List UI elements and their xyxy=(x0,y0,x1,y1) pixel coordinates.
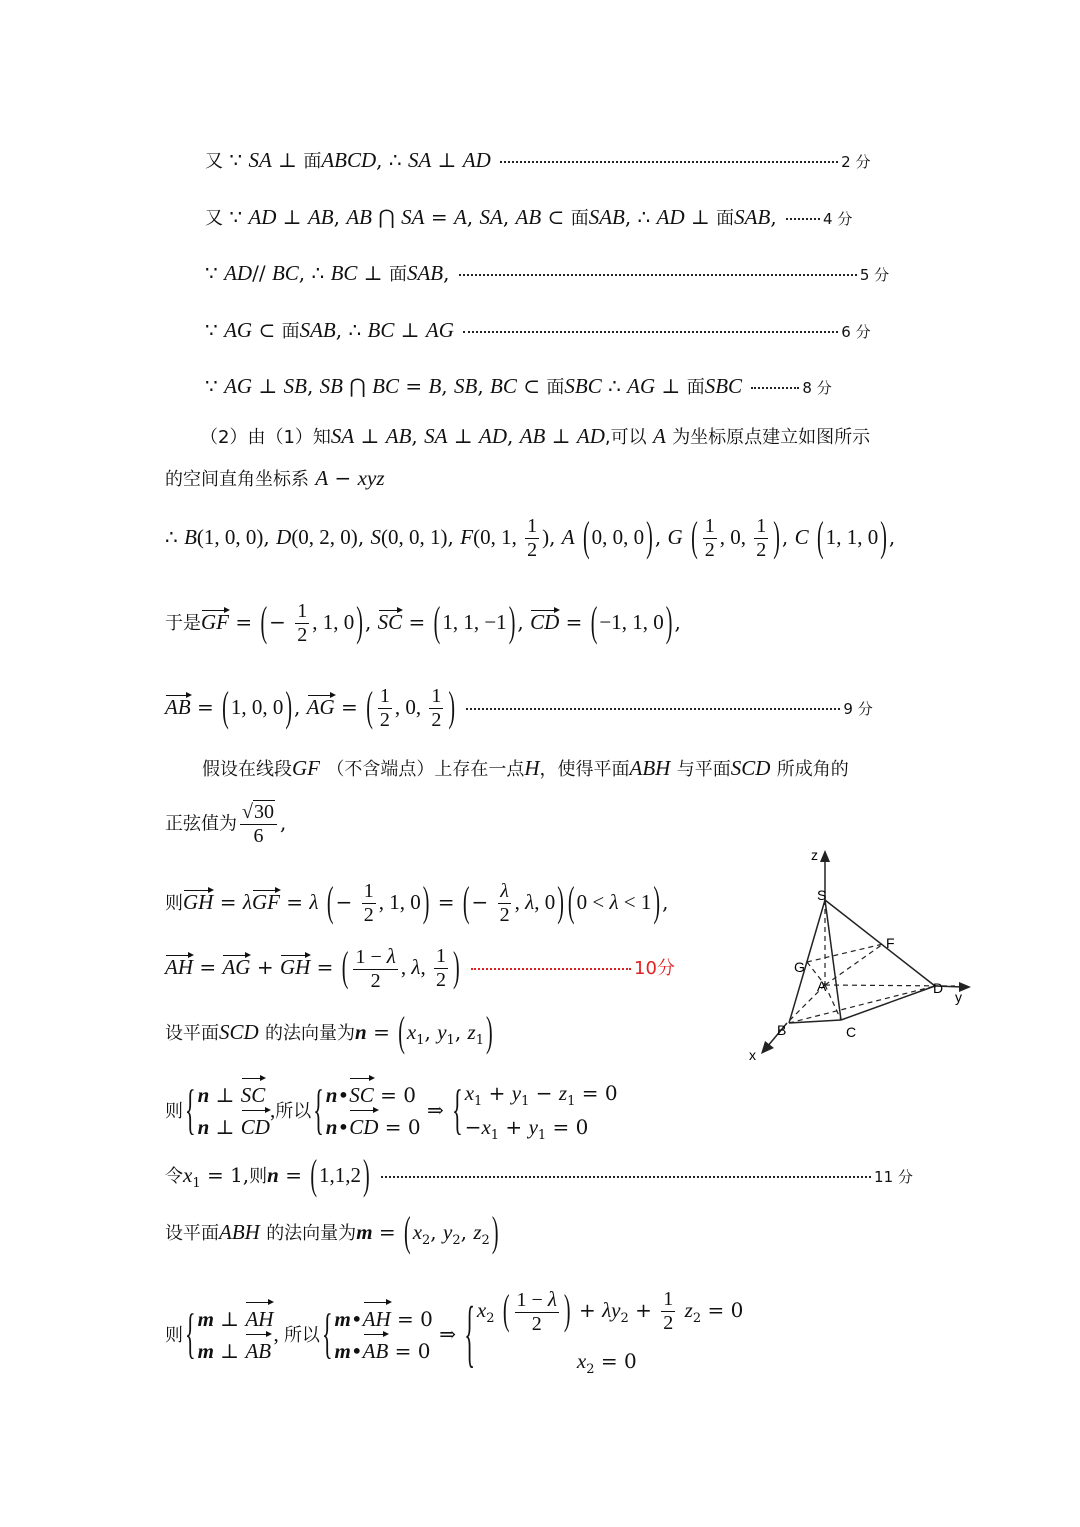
score-9: 9 分 xyxy=(843,700,873,718)
vectors-line-1: 于是GF = ( − $\frac{1}{2}$ , 1, 0 ) , SC = (1, 1, −1 ) , CD = (−1, 1, 0 ) , xyxy=(165,599,681,647)
gh-line: 则GH = λGF = λ ( − $\frac{1}{2}$ , 1, 0 ) = ( − $\frac{\lambda}{2}$ , λ, 0 ) (0 < λ < 1 ) , xyxy=(165,879,669,927)
line-1: 又 ∵ SA ⊥ 面ABCD, ∴ SA ⊥ AD 2 分 xyxy=(205,148,871,172)
part2-line1: （2）由（1）知SA ⊥ AB, SA ⊥ AD, AB ⊥ AD,可以 A 为坐标原点建立如图所示 xyxy=(200,424,871,448)
assume-line: 假设在线段GF （不含端点）上存在一点H，使得平面ABH 与平面SCD 所成角的 xyxy=(202,756,849,780)
normal-scd-line: 设平面SCD 的法向量为$n = (x_1$, $y_1$, $z_1$ ) xyxy=(165,1009,493,1057)
coords-line: ∴ B(1, 0, 0), D(0, 2, 0), S(0, 0, 1), F(0, 1, $\frac{1}{2}$ ), A (0, 0, 0 ) , G ( $\frac{1}{2}$ , 0, $\frac{1}{2}$ ) , C (1, 1, 0 ) , xyxy=(165,514,896,562)
z-label: z xyxy=(811,847,818,863)
line-4: ∵ AG ⊂ 面SAB, ∴ BC ⊥ AG 6 分 xyxy=(205,318,871,342)
score-10: 10分 xyxy=(634,958,675,979)
x-label: x xyxy=(749,1047,756,1063)
y-label: y xyxy=(955,989,962,1005)
label-D: D xyxy=(933,980,944,996)
x-axis-arrow xyxy=(761,1041,774,1054)
score-5: 5 分 xyxy=(859,266,890,284)
score-6: 6 分 xyxy=(841,323,871,341)
part2-line2: 的空间直角坐标系 A − xyz xyxy=(165,466,385,490)
score-2: 2 分 xyxy=(841,153,871,171)
label-G: G xyxy=(794,959,805,975)
pyramid-diagram xyxy=(745,840,985,1070)
sine-line: 正弦值为 $\frac{√30}{6}$ , xyxy=(165,801,287,847)
normal-abh-line: 设平面ABH 的法向量为$m = (x_2$, $y_2$, $z_2$ ) xyxy=(165,1209,499,1257)
score-11: 11 分 xyxy=(874,1168,913,1186)
label-A: A xyxy=(817,978,827,994)
label-C: C xyxy=(846,1024,857,1040)
label-F: F xyxy=(886,935,895,951)
vectors-line-2: AB = (1, 0, 0 ) , AG = ( $\frac{1}{2}$ , 0, $\frac{1}{2}$ ) 9 分 xyxy=(165,684,873,732)
system-scd: 则{ n ⊥ SC n ⊥ CD ,所以{ n•SC = 0 n•CD = 0 ⇒ { $x_1 + y_1 - z_1 = 0$ $-x_1 + y_1 = 0$ xyxy=(165,1077,618,1143)
label-S: S xyxy=(817,887,827,903)
ling-line: 令$x_1 = 1$,则n = (1,1,2 ) 11 分 xyxy=(165,1152,913,1200)
system-abh: 则{ m ⊥ AH m ⊥ AB , 所以{ m•AH = 0 m•AB = 0 ⇒ { $x_2$ ( $\frac{1 - \lambda}{2}$ ) + $\lambda y_2$ + $\frac{1}{2}$ $z_2 = 0$ $x_2 = 0$ xyxy=(165,1287,744,1377)
score-4: 4 分 xyxy=(823,210,853,228)
score-8: 8 分 xyxy=(802,379,832,397)
line-5: ∵ AG ⊥ SB, SB ⋂ BC = B, SB, BC ⊂ 面SBC ∴ AG ⊥ 面SBC 8 分 xyxy=(205,374,832,398)
label-B: B xyxy=(777,1022,787,1038)
line-3: ∵ AD// BC, ∴ BC ⊥ 面SAB, 5 分 xyxy=(205,261,890,285)
ah-line: AH = AG + GH = ( $\frac{1 - \lambda}{2}$ , λ, $\frac{1}{2}$ ) 10分 xyxy=(165,944,675,992)
line-2: 又 ∵ AD ⊥ AB, AB ⋂ SA = A, SA, AB ⊂ 面SAB, ∴ AD ⊥ 面SAB, 4 分 xyxy=(205,205,853,229)
z-axis-arrow xyxy=(820,850,830,862)
